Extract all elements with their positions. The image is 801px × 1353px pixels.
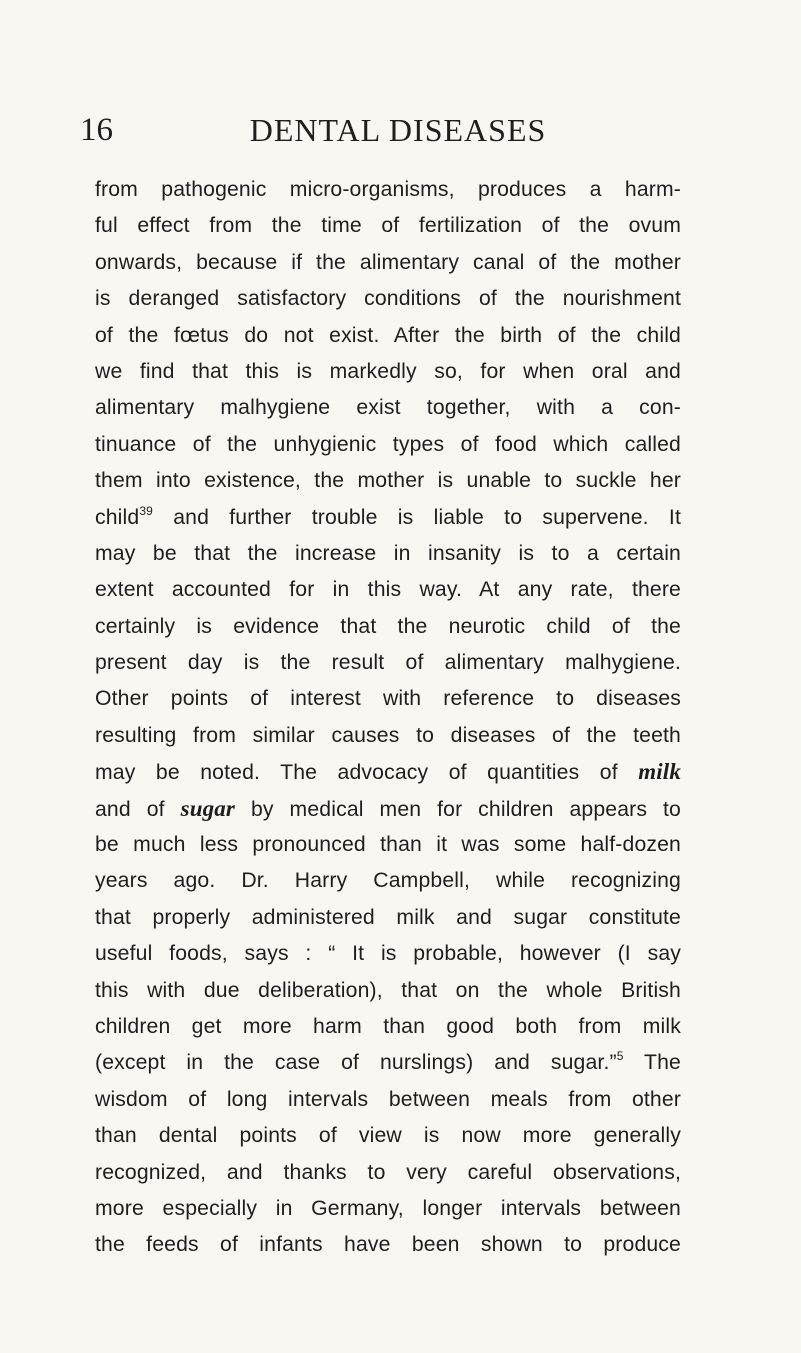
text-line — [95, 791, 681, 827]
text-line — [95, 500, 681, 536]
text-line: be much less pronounced than it was some half-dozen — [95, 833, 681, 857]
body-text — [95, 172, 681, 1264]
text-fragment: The — [623, 1051, 681, 1075]
text-line: than dental points of view is now more generally — [95, 1124, 681, 1148]
text-line: we find that this is markedly so, for when oral and — [95, 359, 681, 383]
footnote-reference[interactable]: 5 — [616, 1049, 624, 1064]
text-line: years ago. Dr. Harry Campbell, while recognizing — [95, 869, 681, 893]
italic-term-sugar: sugar — [180, 795, 236, 821]
text-line: them into existence, the mother is unable to suckle her — [95, 469, 681, 493]
text-line: alimentary malhygiene exist together, with a con- — [95, 396, 681, 420]
page-number: 16 — [80, 112, 113, 148]
text-line: is deranged satisfactory conditions of the nourishment — [95, 287, 681, 311]
text-line: tinuance of the unhygienic types of food which called — [95, 432, 681, 456]
text-line: wisdom of long intervals between meals from other — [95, 1087, 681, 1111]
text-line: useful foods, says : “ It is probable, however (I say — [95, 942, 681, 966]
text-line: recognized, and thanks to very careful observations, — [95, 1160, 681, 1184]
text-fragment: by medical men for children appears to — [235, 797, 681, 821]
text-fragment: child — [95, 505, 140, 529]
text-fragment: (except in the case of nurslings) and sugar.” — [95, 1051, 617, 1075]
text-fragment: and further trouble is liable to supervene. It — [152, 505, 681, 529]
text-line: resulting from similar causes to diseases of the teeth — [95, 723, 681, 747]
text-line: present day is the result of alimentary malhygiene. — [95, 651, 681, 675]
text-line: onwards, because if the alimentary canal of the mother — [95, 250, 681, 274]
italic-term-milk: milk — [638, 759, 681, 785]
text-line: ful effect from the time of fertilization of the ovum — [95, 214, 681, 238]
footnote-reference[interactable]: 39 — [139, 503, 153, 518]
text-line: from pathogenic micro-organisms, produces a harm- — [95, 178, 681, 201]
text-line: this with due deliberation), that on the whole British — [95, 978, 681, 1002]
text-line: may be that the increase in insanity is to a certain — [95, 541, 681, 565]
text-fragment: may be noted. The advocacy of quantities of — [95, 761, 639, 785]
text-line: of the fœtus do not exist. After the birth of the child — [95, 323, 681, 347]
running-head — [80, 110, 681, 160]
text-line: that properly administered milk and sugar constitute — [95, 905, 681, 929]
text-line: Other points of interest with reference to diseases — [95, 687, 681, 711]
text-line: more especially in Germany, longer intervals between — [95, 1196, 681, 1220]
text-line: certainly is evidence that the neurotic child of the — [95, 614, 681, 638]
text-line — [95, 754, 681, 790]
running-title: DENTAL DISEASES — [249, 112, 547, 148]
text-line: the feeds of infants have been shown to produce — [95, 1233, 681, 1257]
text-line — [95, 1045, 681, 1081]
text-fragment: and of — [95, 797, 181, 821]
text-line: children get more harm than good both from milk — [95, 1014, 681, 1038]
text-line: extent accounted for in this way. At any rate, there — [95, 578, 681, 602]
